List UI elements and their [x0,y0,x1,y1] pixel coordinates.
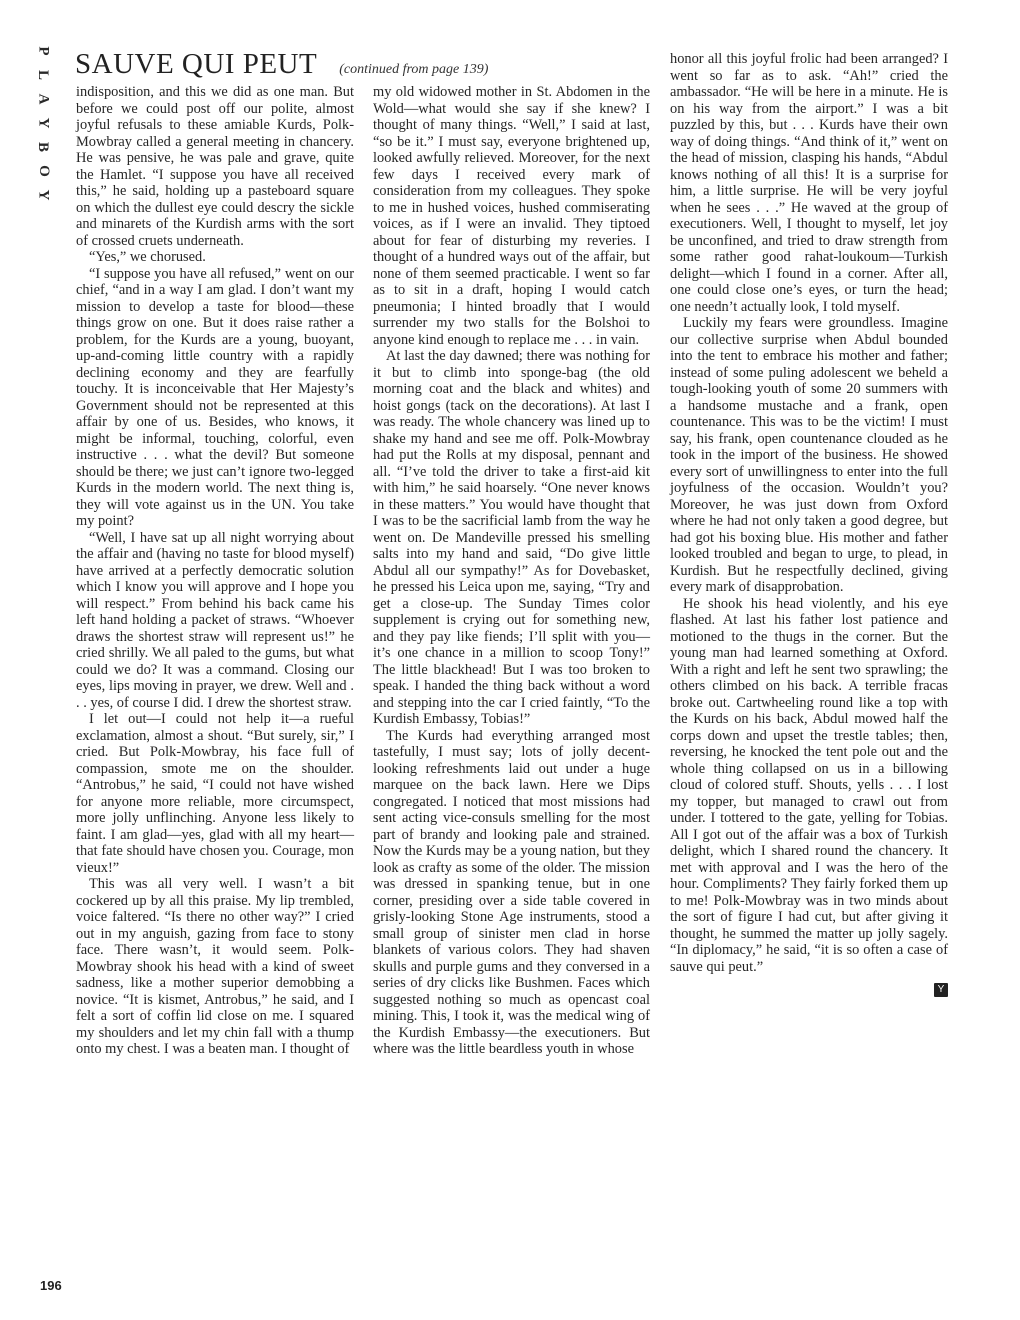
brand-letter: Y [35,117,52,130]
continued-note: (continued from page 139) [339,62,489,77]
brand-letter: B [35,141,52,154]
paragraph: He shook his head violently, and his eye flashed. At last his father lost patience and motioned to the thugs in the corner. But the young man had learned something at Oxford. With a right and left he sent two sprawling; the others climbed on his back. A terrible fracas broke out. Cartwheeling round like a top with the Kurds on his back, Abdul mowed half the corps down and upset the trestle tables; then, reversing, he knocked the tent pole out and the whole thing collapsed on us in a billowing cloud of colored stuff. Shouts, yells . . . I lost my topper, but managed to crawl out from under. I tottered to the gate, yelling for Tobias. All I got out of the affair was a box of Turkish delight, which I shared round the chancery. It met with approval and I was the hero of the hour. Compliments? They fairly forked them up to me! Polk-Mowbray was in two minds about the sort of figure I had cut, but after giving it thought, he summed the matter up jolly sagely. “In diplomacy,” he said, “it is so often a case of sauve qui peut.” [670,595,948,975]
brand-letter: A [35,93,52,106]
brand-letter: O [35,165,52,178]
text-column-3 [670,51,948,998]
paragraph: I let out—I could not help it—a rueful exclamation, almost a shout. “But surely, sir,” I cried. But Polk-Mowbray, his face full of compassion, smote me on the shoulder. “Antrobus,” he said, “I could not have wished for anyone more reliable, more circumspect, more jolly unflinching. Anyone less likely to faint. I am glad—yes, glad with all my heart—that fate should have chosen you. Courage, mon vieux!” [76,711,354,876]
paragraph: “I suppose you have all refused,” went on our chief, “and in a way I am glad. I don’t want my mission to develop a taste for blood—these things grow on one. But it does raise rather a problem, for the Kurds are a young, buoyant, up-and-coming little country with a rapidly declining economy and they are fearfully touchy. It is inconceivable that Her Majesty’s Government should not be represented at this affair by one of us. Besides, who knows, it might be informal, touching, colorful, even instructive . . . what the devil? But someone should be there; we just can’t ignore two-legged Kurds in the modern world. The next thing is, they will vote against us in the UN. You take my point? [76,265,354,529]
paragraph: “Yes,” we chorused. [89,249,206,265]
paragraph: This was all very well. I wasn’t a bit cockered up by all this praise. My lip trembled, voice faltered. “Is there no other way?” I cried out in my anguish, gazing from face to stony face. There wasn’t, it would seem. Polk-Mowbray shook his head with a kind of sweet sadness, like a mother superior demobbing a novice. “It is kismet, Antrobus,” he said, and I felt a sort of coffin lid close on me. I squared my shoulders and let my chin fall with a thump onto my chest. I was a beaten man. I thought of [76,876,354,1057]
brand-letter: Y [35,189,52,202]
end-mark-wrap [670,981,948,998]
article-header [75,48,635,81]
paragraph: The Kurds had everything arranged most tastefully, I must say; lots of jolly decent-looking refreshments laid out under a huge marquee on the back lawn. Here we Dips congregated. I noticed that most missions had sent acting vice-consuls smelling for the most part of brandy and looking pale and strained. Now the Kurds may be a young nation, but they look as crafty as some of the older. The mission was dressed in spanking tenue, but in one corner, presiding over a side table covered in grisly-looking Stone Age instruments, stood a small group of sinister men clad in horse blankets of various colors. They had shaven skulls and purple gums and they conversed in a series of dry clicks like Bushmen. Faces which suggested nothing so much as opencast coal mining. This, I took it, was the medical wing of the Kurdish Embassy—the executioners. But where was the little beardless youth in whose [373,727,650,1057]
paragraph: “Well, I have sat up all night worrying about the affair and (having no taste for blood myself) have arrived at a perfectly democratic solution which I know you will approve and I hope you will respect.” From behind his back came his left hand holding a packet of straws. “Whoever draws the shortest straw will represent us!” he cried shrilly. We all paled to the gums, but what could we do? It was a command. Closing our eyes, lips moving in prayer, we drew. Well and . . . yes, of course I did. I drew the shortest straw. [76,529,354,711]
brand-letter: P [35,46,52,57]
paragraph: my old widowed mother in St. Abdomen in the Wold—what would she say if she knew? I thought of many things. “Well,” I said at last, “so be it.” I must say, everyone brightened up, looked awfully relieved. Moreover, for the next few days I received every mark of consideration from my colleagues. They spoke to me in hushed voices, hushed commiserating voices, as if I were an invalid. They tiptoed about for fear of disturbing my reveries. I thought of a hundred ways out of the affair, but none of them seemed practicable. I went so far as to sit in a draft, hoping I would catch pneumonia; I hinted broadly that I would surrender my two stalls for the Bolshoi to anyone kind enough to replace me . . . in vain. [373,84,650,348]
brand-letter: L [35,69,52,82]
text-column-1 [76,84,354,1058]
paragraph: honor all this joyful frolic had been arranged? I went so far as to ask. “Ah!” cried the ambassador. “He will be here in a minute. He is on his way from the airport.” I was a bit puzzled by this, but . . . Kurds have their own way of doing things. “And think of it,” went on the head of mission, clasping his hands, “Abdul knows nothing of all this! It is a surprise for him, a little surprise. He will be very joyful when he sees . . .” He waved at the group of executioners. Well, I thought to myself, let joy be unconfined, and tried to draw strength from some rather good rahat-loukoum—Turkish delight—which I found in a corner. After all, one could close one’s eyes, or turn the head; one needn’t actually look, I told myself. [670,51,948,315]
page-number: 196 [40,1278,62,1293]
paragraph: indisposition, and this we did as one man. But before we could post off our polite, almost joyful refusals to these amiable Kurds, Polk-Mowbray called a general meeting in chancery. He was pensive, he was pale and grave, quite the Hamlet. “I suppose you have all received this,” he said, holding up a pasteboard square on which the dullest eye could descry the sickle and minarets of the Kurdish arms with the sort of crossed cruets underneath. [76,84,354,249]
paragraph: Luckily my fears were groundless. Imagine our collective surprise when Abdul bounded into the tent to embrace his mother and father; instead of some puling adolescent we beheld a tough-looking youth of some 20 summers with a handsome mustache and a frank, open countenance. This was to be the victim! I must say, his frank, open countenance clouded as he took in the import of the business. He showed every sort of unwillingness to enter into the full joyfulness of the occasion. Wouldn’t you? Moreover, he was just down from Oxford where he had not only taken a good degree, but had got his boxing blue. His mother and father looked troubled and began to urge, to plead, in Kurdish. But he respectfully declined, giving every mark of disapprobation. [670,315,948,595]
paragraph: At last the day dawned; there was nothing for it but to climb into sponge-bag (the old morning coat and the black and whites) and hoist gongs (tack on the decorations). At last I was ready. The whole chancery was lined up to shake my hand and see me off. Polk-Mowbray had put the Rolls at my disposal, pennant and all. “I’ve told the driver to take a first-aid kit with him,” he said hoarsely. “One never knows in these matters.” You would have thought that I was to be the sacrificial lamb from the way he went on. De Mandeville pressed his smelling salts into my hand and said, “Do give little Abdul all our sympathy!” As for Dovebasket, he pressed his Leica upon me, saying, “Try and get a close-up. The Sunday Times color supplement is crying out for something new, and they pay like fiends; I’ll split with you—it’s one chance in a million to scoop Tony!” The little blackhead! But I was too broken to speak. I handed the thing back without a word and stepping into the car I cried faintly, “To the Kurdish Embassy, Tobias!” [373,348,650,727]
text-column-2 [373,84,650,1058]
article-title: SAUVE QUI PEUT [75,48,318,80]
end-mark-icon: Y [934,983,948,997]
magazine-brand-vertical [33,44,53,203]
